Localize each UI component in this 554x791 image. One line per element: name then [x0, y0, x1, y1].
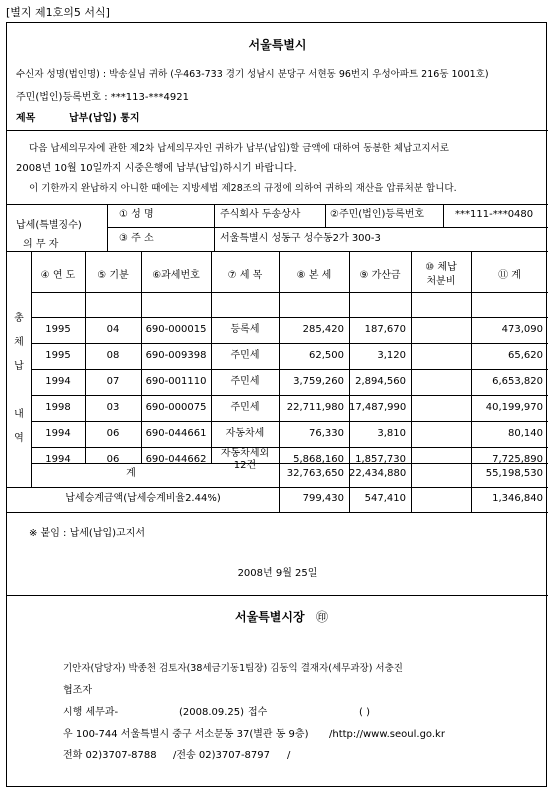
cell-item: 주민세 [230, 350, 260, 361]
cell-year: 1998 [45, 402, 71, 413]
cell-item: 자동차세외 [220, 448, 270, 459]
cell-principal: 22,711,980 [286, 402, 344, 413]
id-label: ②주민(법인)등록번호 [330, 209, 425, 220]
header-principal: ⑧ 본 세 [296, 270, 332, 281]
header-surcharge: ⑨ 가산금 [359, 270, 401, 281]
cell-item: 등록세 [230, 324, 260, 335]
taxpayer-label-1: 납세(특별징수) [16, 220, 82, 231]
cell-surcharge: 2,894,560 [355, 376, 406, 387]
subject-label: 제목 [16, 113, 36, 124]
cell-principal: 3,759,260 [293, 376, 344, 387]
cell-tax-no: 690-044661 [145, 428, 207, 439]
header-period: ⑤ 기분 [97, 270, 129, 281]
header-fee-1: ⑩ 체납 [425, 262, 457, 273]
notice-form [6, 22, 547, 787]
side-label-char: 역 [14, 433, 24, 444]
cell-surcharge: 1,857,730 [355, 454, 406, 465]
cell-year: 1994 [45, 428, 71, 439]
cell-total: 80,140 [508, 428, 543, 439]
cell-period: 08 [106, 350, 120, 361]
header-total: ⑪ 계 [498, 270, 521, 281]
cell-total: 7,725,890 [492, 454, 543, 465]
side-label-char: 체 [14, 337, 24, 348]
succession-surcharge: 547,410 [364, 493, 406, 504]
enforce-label: 시행 세무과- [63, 707, 119, 718]
issuer-title: 서울특별시 [248, 38, 307, 52]
issue-date: 2008년 9월 25일 [237, 568, 318, 579]
cell-surcharge: 3,810 [377, 428, 406, 439]
drafter-line: 기안자(담당자) 박종천 검토자(38세금기동1팀장) 김동익 결재자(세무과장) 서충진 [63, 663, 403, 674]
name-label: ① 성 명 [119, 209, 154, 220]
homepage-link[interactable]: /http://www.seoul.go.kr [329, 729, 445, 740]
cell-period: 04 [106, 324, 120, 335]
cooperator-line: 협조자 [63, 685, 92, 696]
receipt-label: 접수 [248, 707, 268, 718]
cell-principal: 5,868,160 [293, 454, 344, 465]
header-year: ④ 연 도 [40, 270, 76, 281]
body-line-1: 다음 납세의무자에 관한 제2차 납세의무자인 귀하가 납부(납입)할 금액에 대하여 동봉한 체납고지서로 [29, 143, 449, 154]
cell-tax-no: 690-009398 [145, 350, 207, 361]
cell-item: 주민세 [230, 376, 260, 387]
cell-tax-no: 690-000075 [145, 402, 207, 413]
fax-line: /전송 02)3707-8797 [173, 750, 271, 761]
succession-label: 납세승계금액(납세승계비율2.44%) [65, 493, 221, 504]
enforce-date: (2008.09.25) [179, 707, 245, 718]
sum-total: 55,198,530 [485, 468, 543, 479]
sum-label: 계 [126, 468, 136, 479]
cell-surcharge: 17,487,990 [349, 402, 407, 413]
receipt-paren: ( ) [359, 707, 370, 718]
body-line-2: 2008년 10월 10일까지 시중은행에 납부(납입)하시기 바랍니다. [16, 163, 297, 174]
header-tax-no: ⑥과세번호 [152, 270, 200, 281]
address-line: 우 100-744 서울특별시 중구 서소문동 37(별관 동 9층) [63, 729, 309, 740]
name-value: 주식회사 두송상사 [220, 209, 301, 220]
cell-year: 1994 [45, 376, 71, 387]
header-fee-2: 처분비 [426, 276, 456, 287]
cell-total: 40,199,970 [485, 402, 543, 413]
mayor-title: 서울특별시장 [235, 610, 305, 624]
sum-principal: 32,763,650 [286, 468, 344, 479]
cell-surcharge: 187,670 [364, 324, 406, 335]
cell-period: 07 [106, 376, 120, 387]
cell-period: 06 [106, 428, 120, 439]
cell-item: 주민세 [230, 402, 260, 413]
address-label: ③ 주 소 [119, 233, 154, 244]
recipient-id-line: 주민(법인)등록번호 : ***113-***4921 [16, 92, 189, 103]
cell-year: 1995 [45, 324, 71, 335]
body-line-3: 이 기한까지 완납하지 아니한 때에는 지방세법 제28조의 규정에 의하여 귀하의 재산을 압류처분 합니다. [29, 183, 457, 194]
cell-tax-no: 690-000015 [145, 324, 207, 335]
sum-surcharge: 22,434,880 [349, 468, 407, 479]
cell-principal: 285,420 [302, 324, 344, 335]
official-seal-icon: ㊞ [316, 610, 329, 624]
side-label-char: 총 [14, 313, 24, 324]
side-label-char: 납 [14, 361, 24, 372]
cell-tax-no: 690-001110 [145, 376, 207, 387]
cell-total: 6,653,820 [492, 376, 543, 387]
cell-item-2: 12건 [233, 460, 257, 471]
cell-period: 06 [106, 454, 120, 465]
cell-item: 자동차세 [225, 428, 265, 439]
id-value: ***111-***0480 [455, 209, 534, 220]
cell-year: 1995 [45, 350, 71, 361]
recipient-line: 수신자 성명(법인명) : 박송실님 귀하 (우463-733 경기 성남시 분당구 서현동 96번지 우성아파트 216동 1001호) [16, 69, 489, 80]
form-label: [별지 제1호의5 서식] [6, 6, 110, 19]
subject-value: 납부(납입) 통지 [69, 113, 140, 124]
phone-line: 전화 02)3707-8788 [63, 750, 157, 761]
taxpayer-label-2: 의 무 자 [23, 239, 59, 250]
succession-total: 1,346,840 [492, 493, 543, 504]
attachment-note: ※ 붙임 : 납세(납입)고지서 [29, 528, 146, 539]
cell-year: 1994 [45, 454, 71, 465]
cell-total: 65,620 [508, 350, 543, 361]
side-label-char: 내 [14, 409, 24, 420]
cell-principal: 76,330 [309, 428, 344, 439]
cell-surcharge: 3,120 [377, 350, 406, 361]
cell-period: 03 [106, 402, 120, 413]
cell-tax-no: 690-044662 [145, 454, 207, 465]
email-slash: / [287, 750, 291, 761]
succession-principal: 799,430 [302, 493, 344, 504]
address-value: 서울특별시 성동구 성수동2가 300-3 [220, 233, 381, 244]
cell-total: 473,090 [501, 324, 543, 335]
cell-principal: 62,500 [309, 350, 344, 361]
header-item: ⑦ 세 목 [227, 270, 263, 281]
